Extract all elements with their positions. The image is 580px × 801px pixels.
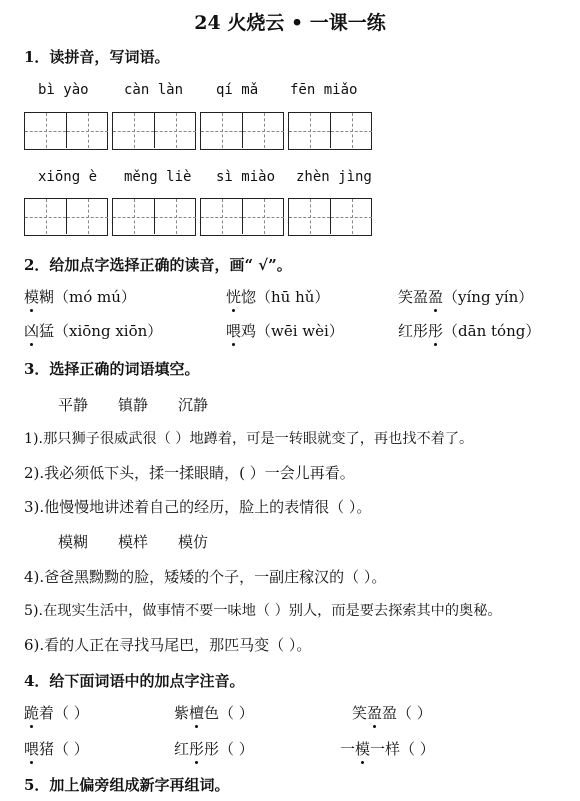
page-title: 24 火烧云 • 一课一练 (194, 12, 386, 34)
annotate-item[interactable]: 笑盈盈（ ） (352, 704, 432, 722)
writing-grid[interactable] (24, 198, 108, 236)
pinyin-5: xiōng è (38, 169, 98, 185)
word-option: 平静 (58, 396, 89, 414)
pronunciation-item[interactable]: 恍惚（hū hǔ） (226, 288, 330, 306)
pinyin-2: càn làn (124, 82, 184, 98)
pronunciation-item[interactable]: 红彤彤（dān tóng） (398, 322, 541, 340)
word-option: 镇静 (118, 396, 149, 414)
annotate-item[interactable]: 一模一样（ ） (340, 740, 435, 758)
fill-sentence-2[interactable]: 2).我必须低下头，揉一揉眼睛，( ）一会儿再看。 (24, 464, 355, 482)
writing-grid[interactable] (112, 112, 196, 150)
word-option: 模仿 (178, 533, 209, 551)
fill-sentence-4[interactable]: 4).爸爸黑黝黝的脸，矮矮的个子，一副庄稼汉的（ ）。 (24, 568, 387, 586)
fill-sentence-6[interactable]: 6).看的人正在寻找马尾巴，那匹马变（ ）。 (24, 636, 312, 654)
section-1-heading: 1．读拼音，写词语。 (24, 48, 170, 66)
writing-grid[interactable] (200, 198, 284, 236)
pinyin-1: bì yào (38, 82, 89, 98)
section-5-heading: 5．加上偏旁组成新字再组词。 (24, 776, 230, 794)
pronunciation-item[interactable]: 喂鸡（wēi wèi） (226, 322, 344, 340)
pinyin-8: zhèn jìng (296, 169, 372, 185)
pinyin-4: fēn miǎo (290, 82, 358, 98)
fill-sentence-3[interactable]: 3).他慢慢地讲述着自己的经历，脸上的表情很（ ）。 (24, 498, 372, 516)
fill-sentence-1[interactable]: 1).那只狮子很威武很（ ）地蹲着，可是一转眼就变了，再也找不着了。 (24, 431, 474, 447)
writing-grid[interactable] (112, 198, 196, 236)
writing-grid[interactable] (288, 112, 372, 150)
annotate-item[interactable]: 喂猪（ ） (24, 740, 89, 758)
writing-grid[interactable] (24, 112, 108, 150)
writing-grid[interactable] (200, 112, 284, 150)
pronunciation-item[interactable]: 笑盈盈（yíng yín） (398, 288, 534, 306)
annotate-item[interactable]: 紫檀色（ ） (174, 704, 254, 722)
pronunciation-item[interactable]: 模糊（mó mú） (24, 288, 136, 306)
annotate-item[interactable]: 红彤彤（ ） (174, 740, 254, 758)
pinyin-3: qí mǎ (216, 82, 259, 98)
pinyin-6: měng liè (124, 169, 192, 185)
section-4-heading: 4．给下面词语中的加点字注音。 (24, 672, 245, 690)
word-option: 沉静 (178, 396, 209, 414)
section-3-heading: 3．选择正确的词语填空。 (24, 360, 200, 378)
pronunciation-item[interactable]: 凶猛（xiōng xiōn） (24, 322, 163, 340)
word-option: 模样 (118, 533, 149, 551)
section-2-heading: 2．给加点字选择正确的读音，画“ √”。 (24, 256, 292, 274)
pinyin-7: sì miào (216, 169, 276, 185)
annotate-item[interactable]: 跪着（ ） (24, 704, 89, 722)
writing-grid[interactable] (288, 198, 372, 236)
word-option: 模糊 (58, 533, 89, 551)
fill-sentence-5[interactable]: 5).在现实生活中，做事情不要一味地（ ）别人，而是要去探索其中的奥秘。 (24, 603, 502, 619)
